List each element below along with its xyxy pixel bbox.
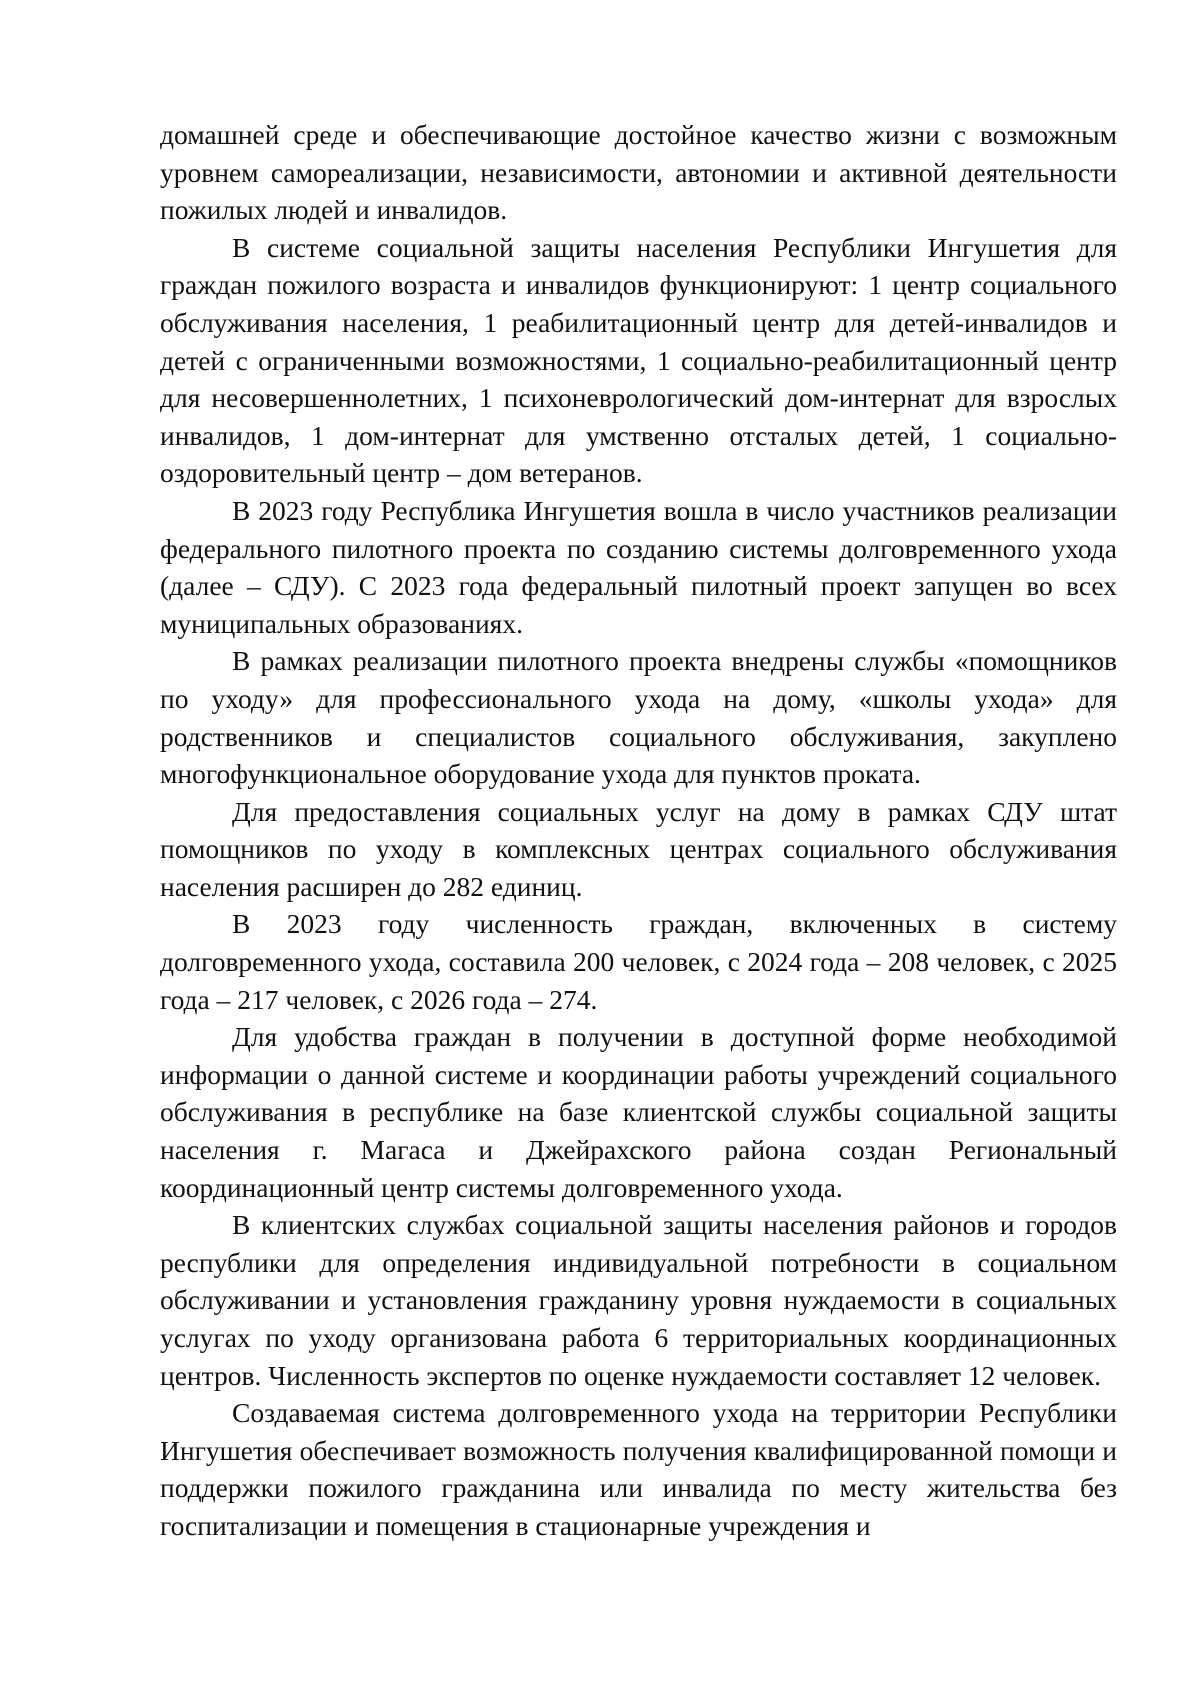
paragraph-social-protection-institutions: В системе социальной защиты населения Республики Ингушетия для граждан пожилого возраста и инвалидов функционируют: 1 центр социального обслуживания населения, 1 реабилитационный центр для детей-инвалидов и детей с ограниченными возможностями, 1 социально-реабилитационный центр для несовершеннолетних, 1 психоневрологический дом-интернат для взрослых инвалидов, 1 дом-интернат для умственно отсталых детей, 1 социально-оздоровительный центр – дом ветеранов. <box>160 231 1117 489</box>
paragraph-regional-coordination-center: Для удобства граждан в получении в доступной форме необходимой информации о данной системе и координации работы учреждений социального обслуживания в республике на базе клиентской службы социальной защиты населения г. Магаса и Джейрахского района создан Региональный координационный центр системы долговременного ухода. <box>160 1021 1117 1203</box>
paragraph-territorial-centers: В клиентских службах социальной защиты населения районов и городов республики для определения индивидуальной потребности в социальном обслуживании и установления гражданину уровня нуждаемости в социальных услугах по уходу организована работа 6 территориальных координационных центров. Численность экспертов по оценке нуждаемости составляет 12 человек. <box>160 1209 1117 1391</box>
paragraph-pilot-services: В рамках реализации пилотного проекта внедрены службы «помощников по уходу» для профессионального ухода на дому, «школы ухода» для родственников и специалистов социального обслуживания, закуплено многофункциональное оборудование ухода для пунктов проката. <box>160 645 1117 790</box>
paragraph-ltc-system-benefits: Создаваемая система долговременного ухода на территории Республики Ингушетия обеспечивает возможность получения квалифицированной помощи и поддержки пожилого гражданина или инвалида по месту жительства без госпитализации и помещения в стационарные учреждения и <box>160 1397 1117 1541</box>
document-body <box>160 116 1117 1545</box>
paragraph-continuation: домашней среде и обеспечивающие достойное качество жизни с возможным уровнем самореализации, независимости, автономии и активной деятельности пожилых людей и инвалидов. <box>160 119 1117 226</box>
paragraph-ltc-enrollment-figures: В 2023 году численность граждан, включенных в систему долговременного ухода, составила 200 человек, с 2024 года – 208 человек, с 2025 года – 217 человек, с 2026 года – 274. <box>160 908 1117 1015</box>
paragraph-care-assistants-staff: Для предоставления социальных услуг на дому в рамках СДУ штат помощников по уходу в комплексных центрах социального обслуживания населения расширен до 282 единиц. <box>160 795 1117 902</box>
paragraph-pilot-project: В 2023 году Республика Ингушетия вошла в число участников реализации федерального пилотного проекта по созданию системы долговременного ухода (далее – СДУ). С 2023 года федеральный пилотный проект запущен во всех муниципальных образованиях. <box>160 494 1117 639</box>
